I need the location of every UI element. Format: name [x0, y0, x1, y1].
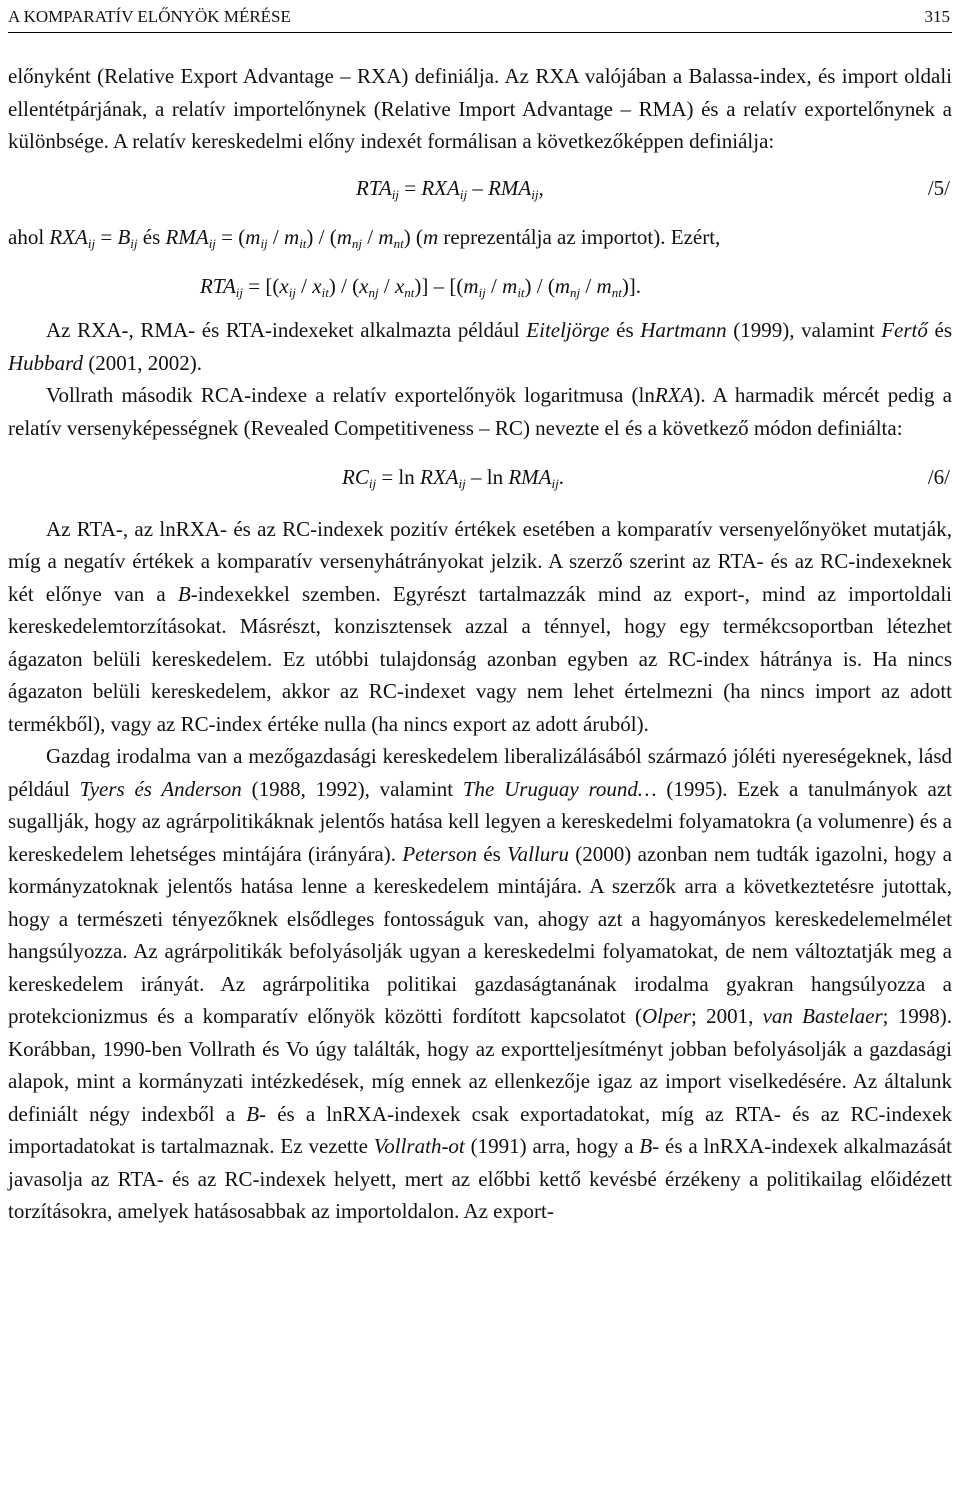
- equation-6-formula: $RC_{ij} = \ln RXA_{ij} - \ln RMA_{ij}$.: [342, 465, 564, 491]
- author-citation: Hubbard: [8, 350, 84, 375]
- equation-5-number: /5/: [927, 175, 950, 200]
- author-citation: Fertő: [881, 318, 928, 342]
- author-citation: Tyers és Anderson: [79, 776, 242, 801]
- paragraph-index-usage: Az RXA-, RMA- és RTA-indexeket alkalmazta például Eiteljörge és Hartmann (1999), valamint Fertő és Hubbard (2001, 2002).: [8, 318, 953, 375]
- author-citation: Vollrath-ot: [373, 1134, 465, 1158]
- running-title: A KOMPARATÍV ELŐNYÖK MÉRÉSE: [8, 7, 291, 26]
- paragraph-rc-definition: Vollrath második RCA-indexe a relatív exportelőnyök logaritmusa (lnRXA). A harmadik mércét pedig a relatív versenyképességnek (Revealed Competitiveness – RC) nevezte el és a következő módon definiálta:: [8, 383, 952, 440]
- paragraph-literature-review: Gazdag irodalma van a mezőgazdasági kereskedelem liberalizálásából származó jóléti nyereségeknek, lásd például Tyers és Anderson (1988, 1992), valamint The Uruguay round… (1995). Ezek a tanulmányok azt sugallják, hogy az agrárpolitikáknak jelentős hatása kell legyen a kereskedelmi folyamatokra (a volumenre) és a kereskedelem lehetséges mintájára (irányára). Peterson és Valluru (2000) azonban nem tudták igazolni, hogy a kormányzatoknak jelentős hatása lenne a kereskedelem mintájára. A szerzők arra a következtetésre jutottak, hogy a természeti tényezőknek elsődleges fontosságuk van, ahogy azt a hagyományos kereskedelemelmélet hangsúlyozza. Az agrárpolitikák befolyásolják ugyan a kereskedelmi folyamatokat, de nem változtatják meg a kereskedelem irányát. Az agrárpolitika politikai gazdaságtanának irodalma gyakran hangsúlyozza a protekcionizmus és a komparatív előnyök közötti fordított kapcsolatot (Olper; 2001, van Bastelaer; 1998). Korábban, 1990-ben Vollrath és Vo úgy találták, hogy az exportteljesítményt jobban befolyásolják a gazdasági alapok, mint a kormányzati intézkedések, míg ennek az ellenkezője igaz az import viselkedésére. Az általunk definiált négy indexből a B- és a lnRXA-indexek csak exportadatokat, míg az RTA- és az RC-indexek importadatokat is tartalmaznak. Ez vezette Vollrath-ot (1991) arra, hogy a B- és a lnRXA-indexek alkalmazását javasolja az RTA- és az RC-indexek helyett, mert az előbbi kettő kevésbé érzékeny a politikailag előidézett torzításokra, amelyek hatásosabbak az importoldalon. Az export-: [8, 744, 953, 1223]
- paragraph-ahol: ahol $RXA_{ij} = B_{ij}$ és $RMA_{ij} = (m_{ij} / m_{it}) / (m_{nj} / m_{nt})$ (m reprezentálja az importot). Ezért,: [8, 225, 721, 251]
- page-number: 315: [924, 7, 950, 26]
- equation-5-formula: $RTA_{ij} = RXA_{ij} - RMA_{ij}$,: [356, 175, 544, 202]
- equation-rta-expanded-formula: $RTA_{ij} = [(x_{ij} / x_{it}) / (x_{nj} / x_{nt})] - [(m_{ij} / m_{it}) / (m_{nj} / m_{nt})]$.: [200, 273, 642, 300]
- author-citation: van Bastelaer: [762, 1004, 883, 1028]
- running-header: [8, 4, 952, 33]
- author-citation: Hartmann: [640, 318, 727, 342]
- equation-5: [8, 172, 952, 205]
- equation-6: [8, 461, 952, 494]
- equation-6-number: /6/: [927, 465, 950, 489]
- paragraph-rxa-definition: előnyként (Relative Export Advantage – RXA) definiálja. Az RXA valójában a Balassa-index, és import oldali ellentétpárjának, a relatív importelőnynek (Relative Import Advantage – RMA) és a relatív exportelőnynek a különbsége. A relatív kereskedelmi előny indexét formálisan a következőképpen definiálja:: [8, 64, 952, 153]
- author-citation: Peterson: [402, 841, 477, 866]
- author-citation: Olper: [641, 1004, 691, 1028]
- author-citation: The Uruguay round…: [462, 776, 657, 801]
- paragraph-index-interpretation: Az RTA-, az lnRXA- és az RC-indexek pozitív értékek esetében a komparatív versenyelőnyöket mutatják, míg a negatív értékek a komparatív versenyhátrányokat jelzik. A szerző szerint az RTA- és az RC-indexeknek két előnye van a B-indexekkel szemben. Egyrészt tartalmazzák mind az export-, mind az importoldali kereskedelemtorzításokat. Másrészt, konzisztensek azzal a ténnyel, hogy egy termékcsoportban létezhet ágazaton belüli kereskedelem. Ez utóbbi tulajdonság azonban egyben az RC-index hátránya is. Ha nincs ágazaton belüli kereskedelem, akkor az RC-indexet vagy nem lehet értelmezni (ha nincs import az adott termékből), vagy az RC-index értéke nulla (ha nincs export az adott áruból).: [8, 516, 952, 736]
- author-citation: Eiteljörge: [526, 318, 610, 342]
- equation-rta-expanded: [8, 270, 952, 303]
- body-text: [8, 60, 952, 1228]
- author-citation: Valluru: [507, 841, 569, 866]
